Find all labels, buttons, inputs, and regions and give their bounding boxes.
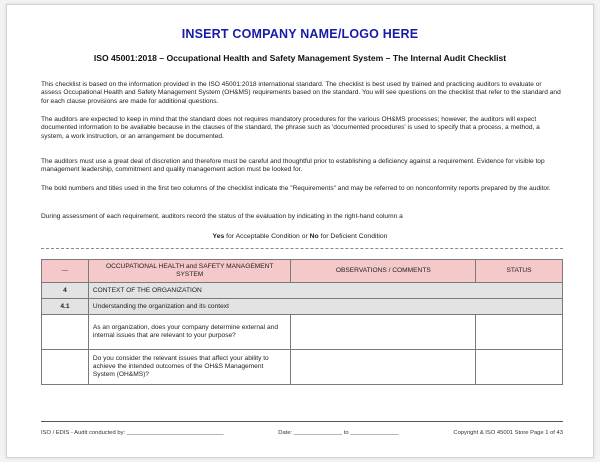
legend-yes: Yes [212,233,225,240]
subsection-number: 4.1 [42,299,89,315]
footer-rule [41,421,563,422]
bold-numbers-paragraph: The bold numbers and titles used in the first two columns of the checklist indicate the "Requirements" and may be referred to on nonconformity reports prepared by the auditor. [41,185,551,192]
observations-cell[interactable] [291,350,476,385]
status-cell[interactable] [476,350,563,385]
legend-yes-text: for Acceptable Condition or [224,233,310,240]
header-observations: OBSERVATIONS / COMMENTS [291,260,476,283]
page-footer [41,430,563,436]
legend-no-text: for Deficient Condition [318,233,388,240]
subsection-title: Understanding the organization and its context [88,299,562,315]
footer-audit-by: ISO / EDIS - Audit conducted by: ______________________________ [41,430,224,436]
subsection-row [42,299,563,315]
company-name-placeholder: INSERT COMPANY NAME/LOGO HERE [181,27,419,41]
legend-no: No [309,233,319,240]
header-number: --- [42,260,89,283]
question-text: Do you consider the relevant issues that affect your ability to achieve the intended outcomes of the OH&S Management System (OH&MS)? [88,350,291,385]
audit-checklist-table [41,259,563,385]
status-legend [7,233,593,240]
section-row [42,283,563,299]
observations-cell[interactable] [291,315,476,350]
section-number: 4 [42,283,89,299]
intro-paragraph: This checklist is based on the information provided in the ISO 45001:2018 international standard. The checklist is best used by trained and practicing auditors to evaluate or assess Occupational Health and Safety Management System (OH&MS) requirements based on the standard. You will see questions on the checklist that refer to the standard and for each clause provisions are made for additional questions. [41,81,561,105]
separator-line [41,248,563,249]
question-text: As an organization, does your company determine external and internal issues that are relevant to your purpose? [88,315,291,350]
section-title: CONTEXT OF THE ORGANIZATION [88,283,562,299]
table-row [42,350,563,385]
auditor-expectations-paragraph: The auditors are expected to keep in mind that the standard does not requires mandatory procedures for the various OH&MS processes; however, the auditors will expect documented information to be available because in the clauses of the standard, the phrase such as 'documented procedures' is used to specify that a process, a method, a system, a work instruction, or an arrangement be documented. [41,116,540,140]
header-requirement: OCCUPATIONAL HEALTH and SAFETY MANAGEMENT SYSTEM [88,260,291,283]
question-number-cell [42,350,89,385]
status-cell[interactable] [476,315,563,350]
table-header-row [42,260,563,283]
footer-date: Date: _______________ to _______________ [278,430,399,436]
assessment-paragraph: During assessment of each requirement, auditors record the status of the evaluation by indicating in the right-hand column a [41,213,403,220]
header-status: STATUS [476,260,563,283]
footer-copyright: Copyright & ISO 45001 Store Page 1 of 43 [453,430,563,436]
document-title: ISO 45001:2018 – Occupational Health and Safety Management System – The Internal Audit Checklist [93,53,507,63]
document-page [6,4,594,458]
table-row [42,315,563,350]
discretion-paragraph: The auditors must use a great deal of discretion and therefore must be careful and thoughtful prior to establishing a deficiency against a requirement. Evidence for visible top management leadership, commitment and quality management action must be looked for. [41,158,545,174]
question-number-cell [42,315,89,350]
